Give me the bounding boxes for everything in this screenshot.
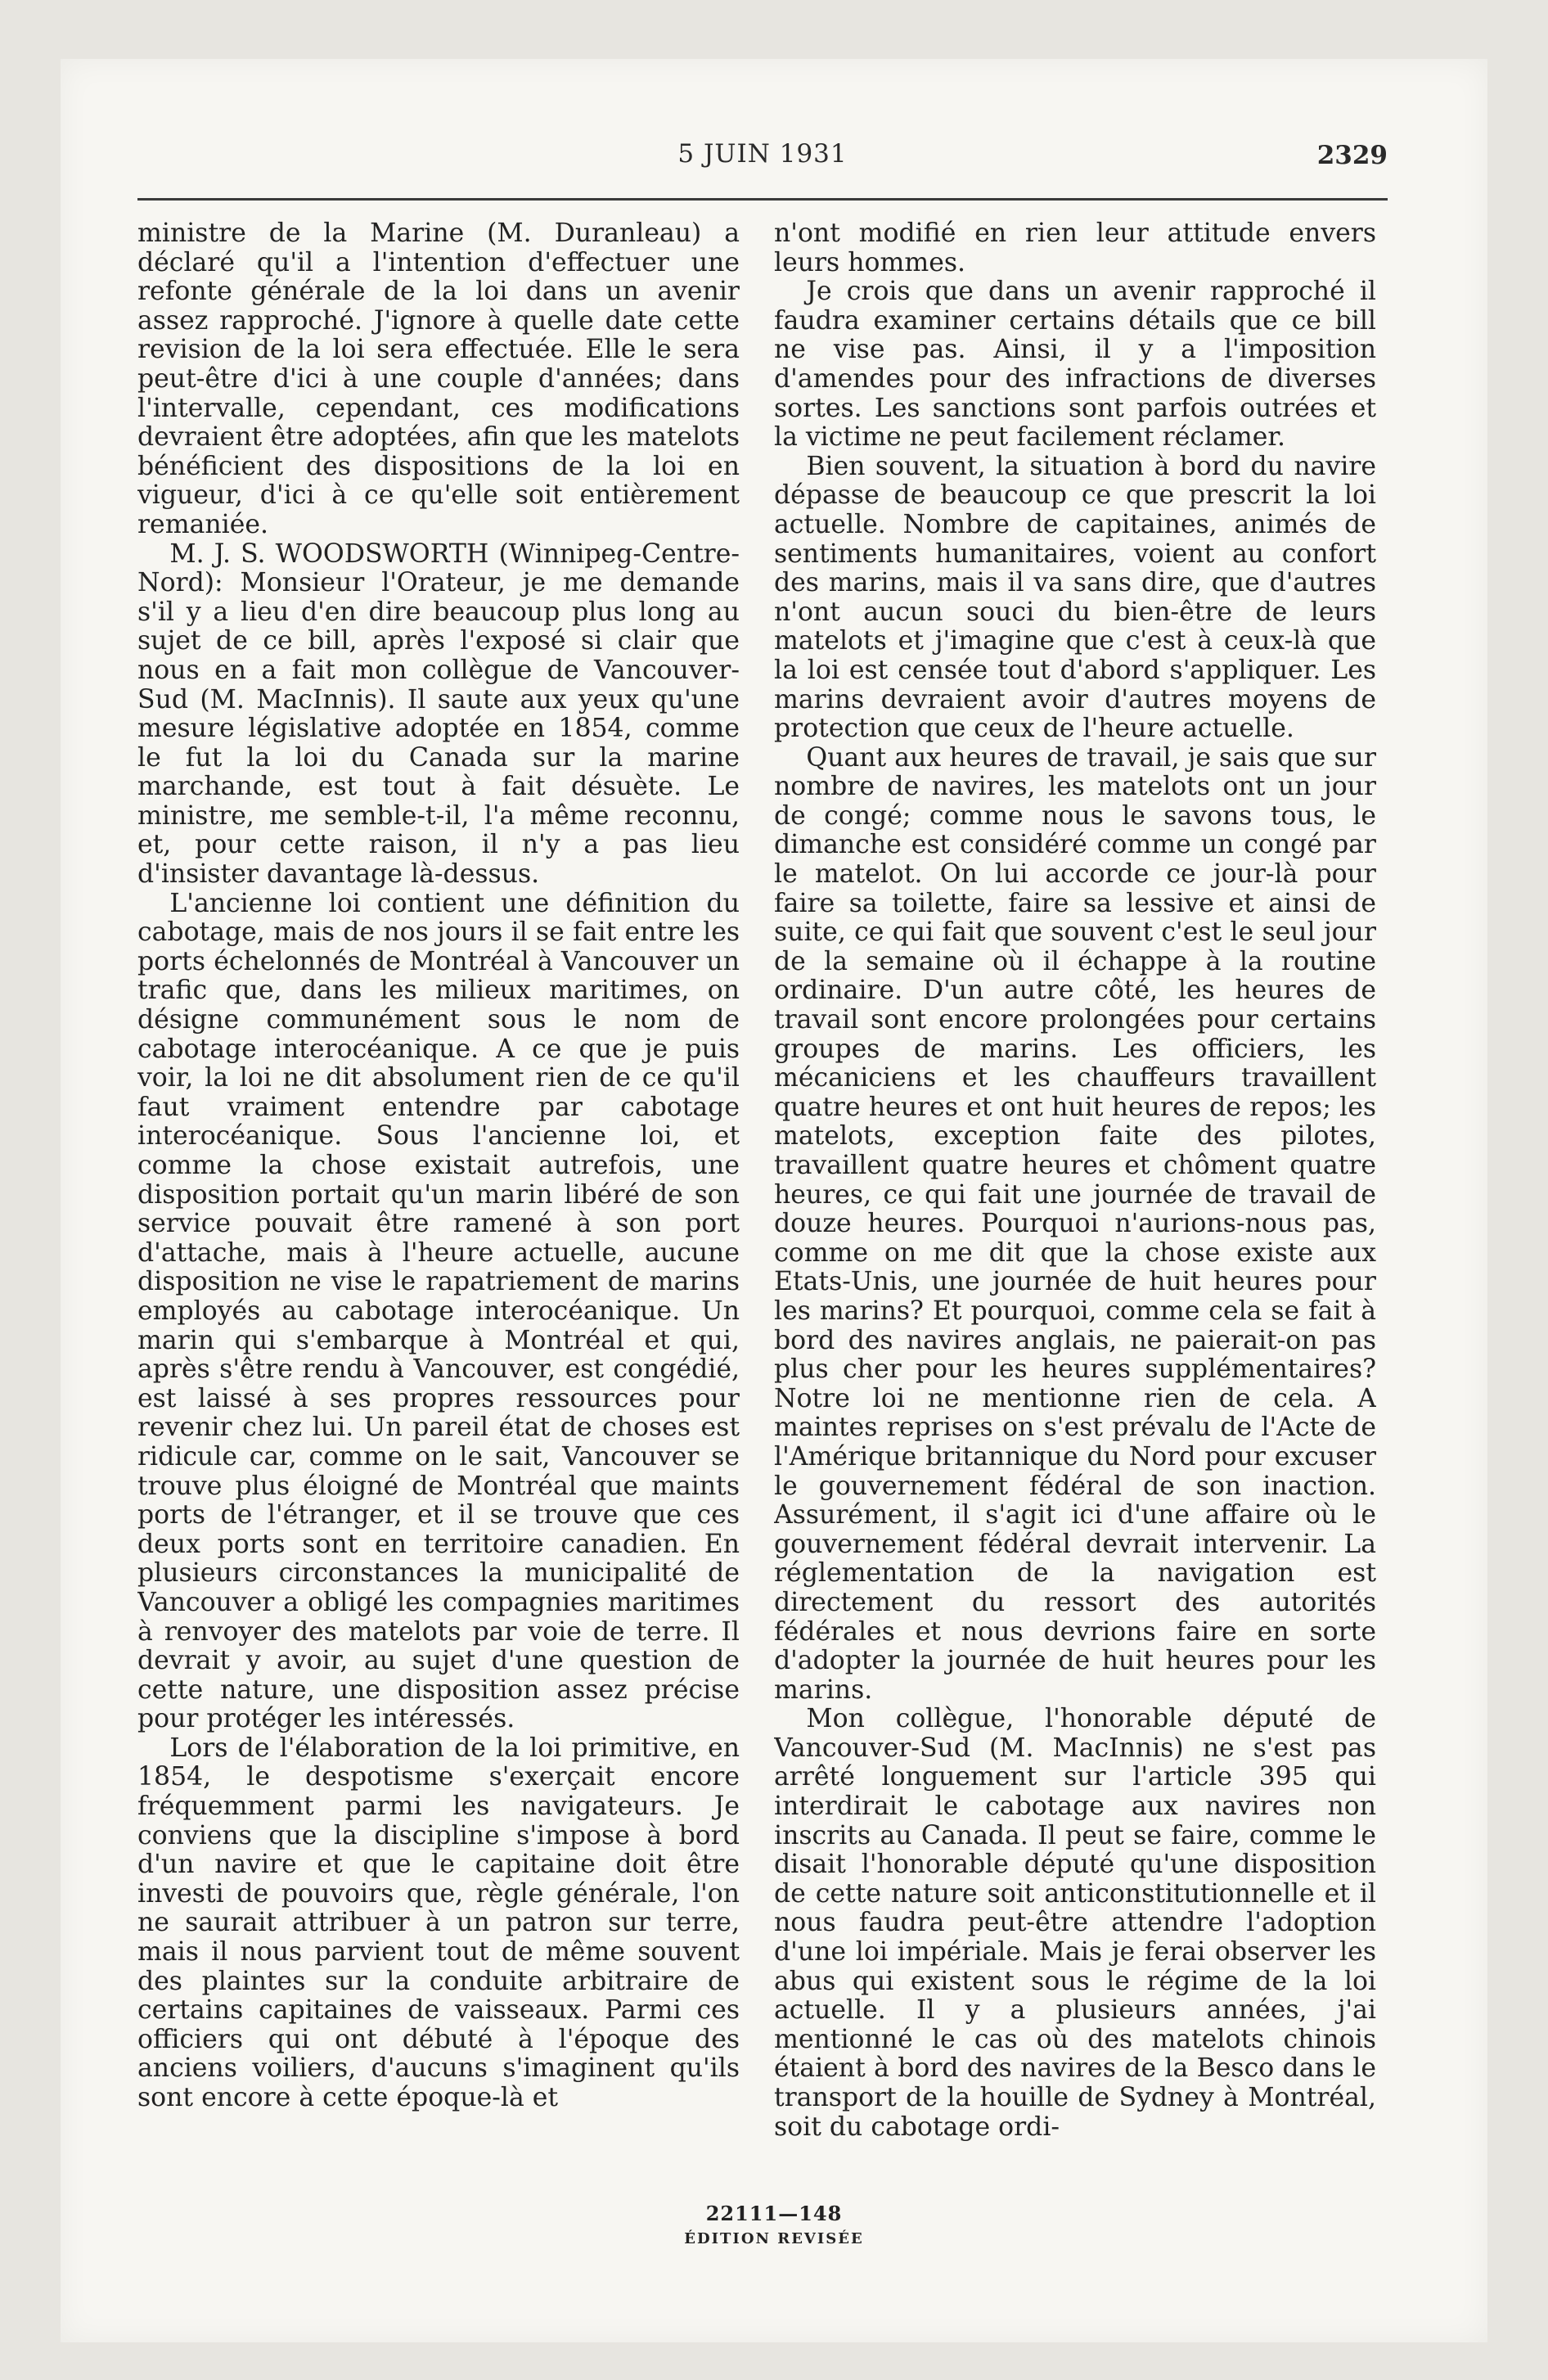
paragraph: ministre de la Marine (M. Duranleau) a déclaré qu'il a l'intention d'effectuer une refonte générale de la loi dans un avenir assez rapproché. J'ignore à quelle date cette revision de la loi sera effectuée. Elle le sera peut-être d'ici à une couple d'années; dans l'intervalle, cependant, ces modifications devraient être adoptées, afin que les matelots bénéficient des dispositions de la loi en vigueur, d'ici à ce qu'elle soit entièrement remaniée. [137, 219, 740, 539]
paragraph: Lors de l'élaboration de la loi primitive, en 1854, le despotisme s'exerçait encore fréquemment parmi les navigateurs. Je conviens que la discipline s'impose à bord d'un navire et que le capitaine doit être investi de pouvoirs que, règle générale, l'on ne saurait attribuer à un patron sur terre, mais il nous parvient tout de même souvent des plaintes sur la conduite arbitraire de certains capitaines de vaisseaux. Parmi ces officiers qui ont débuté à l'époque des anciens voiliers, d'aucuns s'imaginent qu'ils sont encore à cette époque-là et [137, 1733, 740, 2112]
paragraph: M. J. S. WOODSWORTH (Winnipeg-Centre-Nord): Monsieur l'Orateur, je me demande s'il y a lieu d'en dire beaucoup plus long au sujet de ce bill, après l'exposé si clair que nous en a fait mon collègue de Vancouver-Sud (M. MacInnis). Il saute aux yeux qu'une mesure législative adoptée en 1854, comme le fut la loi du Canada sur la marine marchande, est tout à fait désuète. Le ministre, me semble-t-il, l'a même reconnu, et, pour cette raison, il n'y a pas lieu d'insister davantage là-dessus. [137, 539, 740, 890]
page-footer [0, 2202, 1548, 2247]
paragraph: Quant aux heures de travail, je sais que sur nombre de navires, les matelots ont un jour de congé; comme nous le savons tous, le dimanche est considéré comme un congé par le matelot. On lui accorde ce jour-là pour faire sa toilette, faire sa lessive et ainsi de suite, ce qui fait que souvent c'est le seul jour de la semaine où il échappe à la routine ordinaire. D'un autre côté, les heures de travail sont encore prolongées pour certains groupes de marins. Les officiers, les mécaniciens et les chauffeurs travaillent quatre heures et ont huit heures de repos; les matelots, exception faite des pilotes, travaillent quatre heures et chôment quatre heures, ce qui fait une journée de travail de douze heures. Pourquoi n'aurions-nous pas, comme on me dit que la chose existe aux Etats-Unis, une journée de huit heures pour les marins? Et pourquoi, comme cela se fait à bord des navires anglais, ne paierait-on pas plus cher pour les heures supplémentaires? Notre loi ne mentionne rien de cela. A maintes reprises on s'est prévalu de l'Acte de l'Amérique britannique du Nord pour excuser le gouvernement fédéral de son inaction. Assurément, il s'agit ici d'une affaire où le gouvernement fédéral devrait intervenir. La réglementation de la navigation est directement du ressort des autorités fédérales et nous devrions faire en sorte d'adopter la journée de huit heures pour les marins. [774, 742, 1376, 1705]
footer-edition: ÉDITION REVISÉE [684, 2230, 864, 2247]
paragraph: L'ancienne loi contient une définition du cabotage, mais de nos jours il se fait entre les ports échelonnés de Montréal à Vancouver un trafic que, dans les milieux maritimes, on désigne communément sous le nom de cabotage interocéanique. A ce que je puis voir, la loi ne dit absolument rien de ce qu'il faut vraiment entendre par cabotage interocéanique. Sous l'ancienne loi, et comme la chose existait autrefois, une disposition portait qu'un marin libéré de son service pouvait être ramené à son port d'attache, mais à l'heure actuelle, aucune disposition ne vise le rapatriement de marins employés au cabotage interocéanique. Un marin qui s'embarque à Montréal et qui, après s'être rendu à Vancouver, est congédié, est laissé à ses propres ressources pour revenir chez lui. Un pareil état de choses est ridicule car, comme on le sait, Vancouver se trouve plus éloigné de Montréal que maints ports de l'étranger, et il se trouve que ces deux ports sont en territoire canadien. En plusieurs circonstances la municipalité de Vancouver a obligé les compagnies maritimes à renvoyer des matelots par voie de terre. Il devrait y avoir, au sujet d'une question de cette nature, une disposition assez précise pour protéger les intéressés. [137, 888, 740, 1734]
right-column [774, 219, 1376, 2175]
header-rule [137, 198, 1388, 201]
paragraph: Je crois que dans un avenir rapproché il faudra examiner certains détails que ce bill ne vise pas. Ainsi, il y a l'imposition d'amendes pour des infractions de diverses sortes. Les sanctions sont parfois outrées et la victime ne peut facilement réclamer. [774, 277, 1376, 453]
footer-code: 22111—148 [705, 2202, 843, 2225]
paragraph: n'ont modifié en rien leur attitude envers leurs hommes. [774, 219, 1376, 277]
page-number: 2329 [1316, 141, 1388, 170]
page-header [137, 139, 1388, 190]
paragraph: Bien souvent, la situation à bord du navire dépasse de beaucoup ce que prescrit la loi actuelle. Nombre de capitaines, animés de sentiments humanitaires, voient au confort des marins, mais il va sans dire, que d'autres n'ont aucun souci du bien-être de leurs matelots et j'imagine que c'est à ceux-là que la loi est censée tout d'abord s'appliquer. Les marins devraient avoir d'autres moyens de protection que ceux de l'heure actuelle. [774, 451, 1376, 744]
header-date: 5 JUIN 1931 [677, 139, 848, 169]
paragraph: Mon collègue, l'honorable député de Vancouver-Sud (M. MacInnis) ne s'est pas arrêté longuement sur l'article 395 qui interdirait le cabotage aux navires non inscrits au Canada. Il peut se faire, comme le disait l'honorable député qu'une disposition de cette nature soit anticonstitutionnelle et il nous faudra peut-être attendre l'adoption d'une loi impériale. Mais je ferai observer les abus qui existent sous le régime de la loi actuelle. Il y a plusieurs années, j'ai mentionné le cas où des matelots chinois étaient à bord des navires de la Besco dans le transport de la houille de Sydney à Montréal, soit du cabotage ordi- [774, 1704, 1376, 2142]
left-column [137, 219, 740, 2175]
